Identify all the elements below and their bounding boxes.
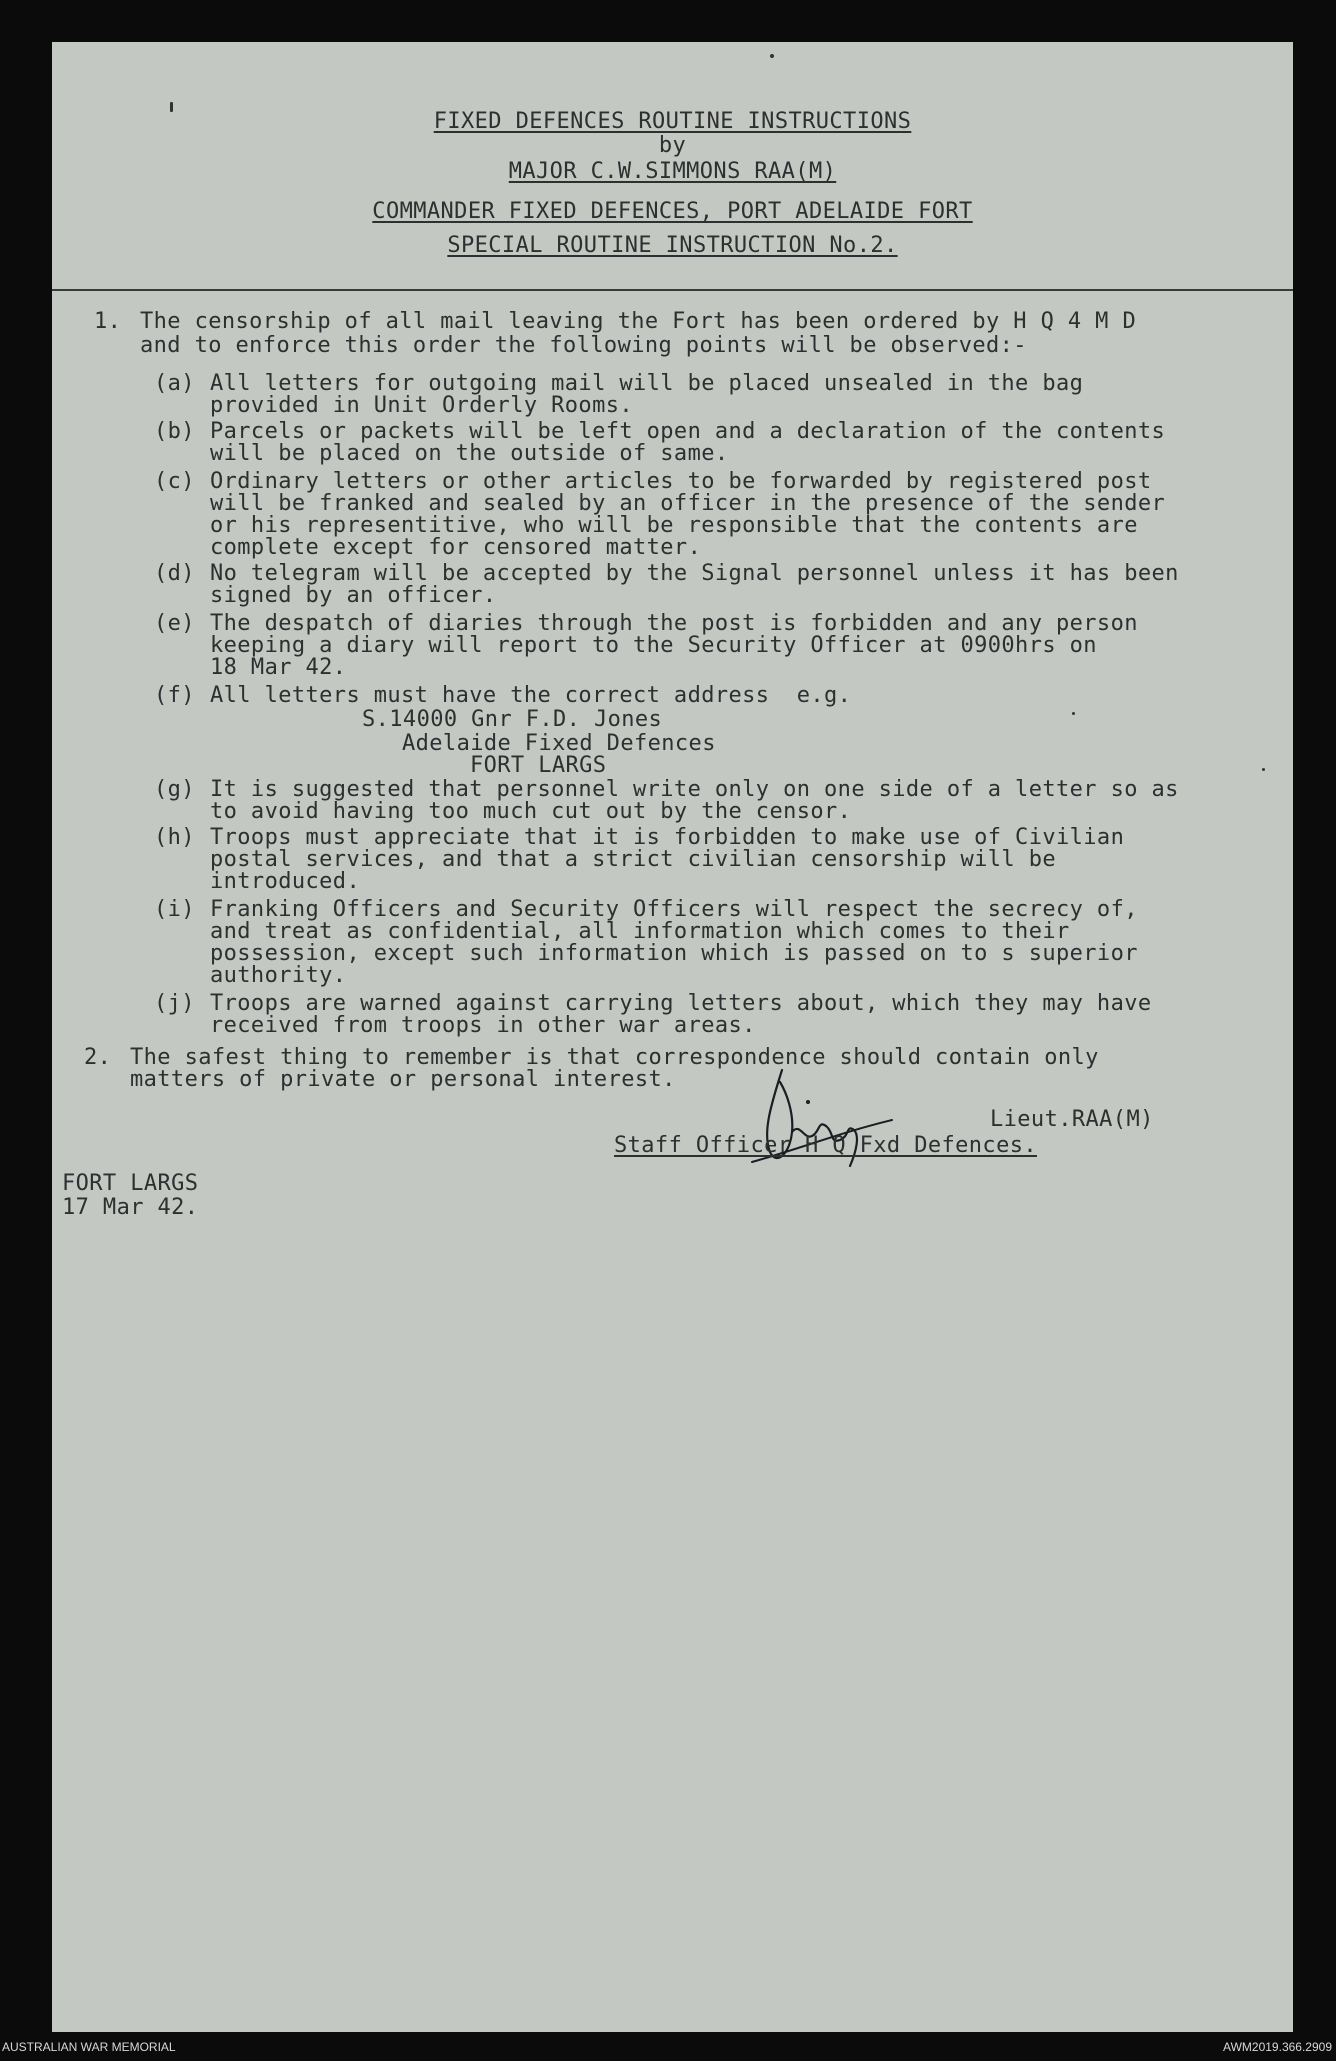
item-h-line: postal services, and that a strict civilian censorship will be [210,847,1056,872]
item-g-line: to avoid having too much cut out by the censor. [210,799,852,824]
address-line: FORT LARGS [470,753,607,778]
date-line: 17 Mar 42. [62,1195,199,1220]
item-h-line: Troops must appreciate that it is forbidden to make use of Civilian [210,825,1125,850]
by-line: by [658,133,687,158]
signatory-rank: Lieut.RAA(M) [990,1107,1154,1132]
address-line: S.14000 Gnr F.D. Jones [362,707,663,732]
item-c-line: complete except for censored matter. [210,535,702,560]
item-h-line: introduced. [210,869,361,894]
item-f-line: All letters must have the correct address e.g. [210,683,852,708]
para2-number: 2. [84,1045,112,1070]
item-d-label: (d) [154,561,195,586]
document-page [52,42,1293,2032]
paper-speck [1262,768,1265,771]
item-e-line: keeping a diary will report to the Security Officer at 0900hrs on [210,633,1097,658]
item-c-line: will be franked and sealed by an officer in the presence of the sender [210,491,1166,516]
author-line: MAJOR C.W.SIMMONS RAA(M) [508,159,837,184]
item-i-line: authority. [210,963,347,988]
item-e-label: (e) [154,611,195,636]
para1-line: and to enforce this order the following points will be observed:- [140,333,1027,358]
item-d-line: signed by an officer. [210,583,497,608]
item-j-line: received from troops in other war areas. [210,1013,756,1038]
place-line: FORT LARGS [62,1171,199,1196]
item-c-line: or his representitive, who will be responsible that the contents are [210,513,1138,538]
item-a-line: provided in Unit Orderly Rooms. [210,393,633,418]
para1-line: The censorship of all mail leaving the Fort has been ordered by H Q 4 M D [140,309,1137,334]
instruction-line: SPECIAL ROUTINE INSTRUCTION No.2. [447,233,898,258]
item-f-label: (f) [154,683,195,708]
position-line: COMMANDER FIXED DEFENCES, PORT ADELAIDE FORT [372,199,973,224]
item-e-line: 18 Mar 42. [210,655,347,680]
item-d-line: No telegram will be accepted by the Signal personnel unless it has been [210,561,1179,586]
item-c-label: (c) [154,469,195,494]
address-line: Adelaide Fixed Defences [402,731,716,756]
item-g-label: (g) [154,777,195,802]
para1-number: 1. [94,309,122,334]
item-i-label: (i) [154,897,195,922]
paper-speck [1072,712,1075,715]
para2-line: The safest thing to remember is that correspondence should contain only [130,1045,1099,1070]
item-a-line: All letters for outgoing mail will be placed unsealed in the bag [210,371,1084,396]
item-j-line: Troops are warned against carrying letters about, which they may have [210,991,1152,1016]
item-c-line: Ordinary letters or other articles to be forwarded by registered post [210,469,1152,494]
item-i-line: Franking Officers and Security Officers will respect the secrecy of, [210,897,1138,922]
paper-speck [770,54,774,58]
item-b-label: (b) [154,419,195,444]
item-a-label: (a) [154,371,195,396]
signatory-title: Staff Officer H Q Fxd Defences. [614,1133,1037,1158]
item-j-label: (j) [154,991,195,1016]
item-g-line: It is suggested that personnel write only on one side of a letter so as [210,777,1179,802]
footer-reference: AWM2019.366.2909 [1223,2040,1332,2054]
header-rule [52,289,1293,291]
item-h-label: (h) [154,825,195,850]
item-e-line: The despatch of diaries through the post is forbidden and any person [210,611,1138,636]
item-b-line: will be placed on the outside of same. [210,441,729,466]
document-title: FIXED DEFENCES ROUTINE INSTRUCTIONS [433,109,912,134]
paper-speck [170,102,173,112]
item-i-line: and treat as confidential, all information which comes to their [210,919,1070,944]
footer-source: AUSTRALIAN WAR MEMORIAL [2,2040,176,2054]
para2-line: matters of private or personal interest. [130,1067,676,1092]
item-i-line: possession, except such information which is passed on to s superior [210,941,1138,966]
item-b-line: Parcels or packets will be left open and a declaration of the contents [210,419,1166,444]
